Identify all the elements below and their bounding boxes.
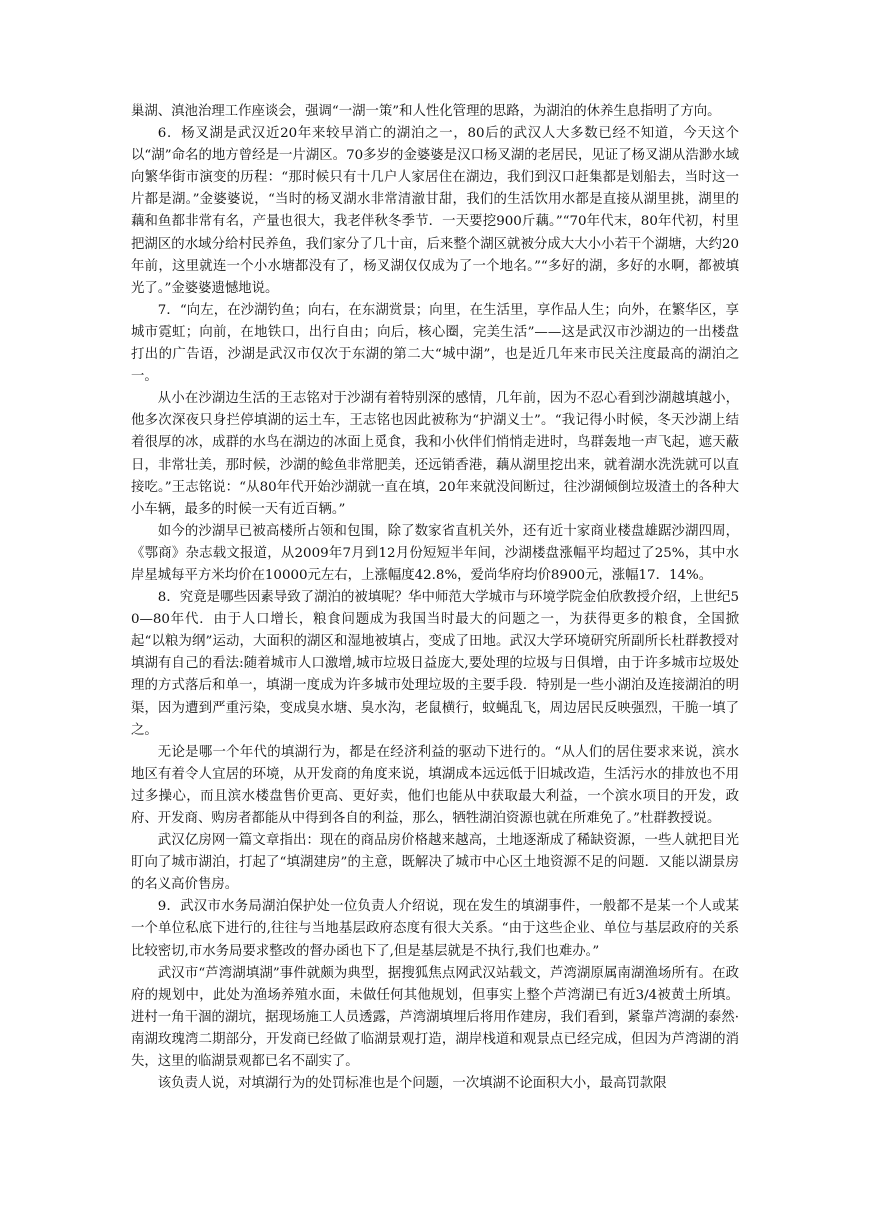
- paragraph-economic-drivers: 无论是哪一个年代的填湖行为，都是在经济利益的驱动下进行的。“从人们的居住要求来说，滨水地区有着令人宜居的环境，从开发商的角度来说，填湖成本远远低于旧城改造，生活污水的排放也不用过多操心，而且滨水楼盘售价更高、更好卖，他们也能从中获取最大利益，一个滨水项目的开发，政府、开发商、购房者都能从中得到各自的利益，那么，牺牲湖泊资源也就在所难免了。”杜群教授说。: [131, 744, 739, 826]
- paragraph-9-water-bureau: 9．武汉市水务局湖泊保护处一位负责人介绍说，现在发生的填湖事件，一般都不是某一个人或某一个单位私底下进行的,往往与当地基层政府态度有很大关系。“由于这些企业、单位与基层政府的关系比较密切,市水务局要求整改的督办函也下了,但是基层就是不执行,我们也难办。”: [131, 899, 739, 959]
- paragraph-continuation: 巢湖、滇池治理工作座谈会，强调“一湖一策”和人性化管理的思路，为湖泊的休养生息指明了方向。: [131, 104, 721, 119]
- paragraph-penalty-standard: 该负责人说，对填湖行为的处罚标准也是个问题，一次填湖不论面积大小，最高罚款限: [157, 1076, 667, 1092]
- paragraph-7-sha-lake-ad: 7．“向左，在沙湖钓鱼；向右，在东湖赏景；向里，在生活里，享作品人生；向外，在繁华区，享城市霓虹；向前，在地铁口，出行自由；向后，核心圈，完美生活”——这是武汉市沙湖边的一出楼盘打出的广告语，沙湖是武汉市仅次于东湖的第二大“城中湖”，也是近几年来市民关注度最高的湖泊之一。: [131, 302, 739, 385]
- paragraph-luwan-lake: 武汉市“芦湾湖填湖”事件就颇为典型，据搜狐焦点网武汉站载文，芦湾湖原属南湖渔场所有。在政府的规划中，此处为渔场养殖水面，未做任何其他规划，但事实上整个芦湾湖已有近3/4被黄土所填。进村一角干涸的湖坑，据现场施工人员透露，芦湾湖填埋后将用作建房，我们看到，紧靠芦湾湖的泰然·南湖玫瑰湾二期部分，开发商已经做了临湖景观打造，湖岸栈道和观景点已经完成，但因为芦湾湖的消失，这里的临湖景观都已名不副实了。: [131, 965, 739, 1070]
- paragraph-wang-zhiming: 从小在沙湖边生活的王志铭对于沙湖有着特别深的感情，几年前，因为不忍心看到沙湖越填越小，他多次深夜只身拦停填湖的运土车，王志铭也因此被称为“护湖义士”。“我记得小时候，冬天沙湖上结着很厚的冰，成群的水鸟在湖边的冰面上觅食，我和小伙伴们悄悄走进时，鸟群轰地一声飞起，遮天蔽日，非常壮美，那时候，沙湖的鲶鱼非常肥美，还远销香港，藕从湖里挖出来，就着湖水洗洗就可以直接吃。”王志铭说：“从80年代开始沙湖就一直在填，20年来就没间断过，往沙湖倾倒垃圾渣土的各种大小车辆，最多的时候一天有近百辆。”: [131, 391, 739, 517]
- paragraph-8-causes: 8．究竟是哪些因素导致了湖泊的被填呢？华中师范大学城市与环境学院金伯欣教授介绍，上世纪50—80年代．由于人口增长，粮食问题成为我国当时最大的问题之一，为获得更多的粮食，全国掀起“以粮为纲”运动，大面积的湖区和湿地被填占，变成了田地。武汉大学环境研究所副所长杜群教授对填湖有自己的看法:随着城市人口激增,城市垃圾日益庞大,要处理的垃圾与日俱增，由于许多城市垃圾处理的方式落后和单一，填湖一度成为许多城市处理垃圾的主要手段．特别是一些小湖泊及连接湖泊的明渠，因为遭到严重污染，变成臭水塘、臭水沟，老鼠横行，蚊蝇乱飞，周边居民反映强烈，干脆一填了之。: [131, 590, 739, 738]
- paragraph-yifang-article: 武汉亿房网一篇文章指出：现在的商品房价格越来越高，土地逐渐成了稀缺资源，一些人就把目光盯向了城市湖泊，打起了“填湖建房”的主意，既解决了城市中心区土地资源不足的问题．又能以湖景房的名义高价售房。: [131, 833, 739, 893]
- document-page: [131, 101, 739, 1095]
- paragraph-sha-lake-prices: 如今的沙湖早已被高楼所占领和包围，除了数家省直机关外，还有近十家商业楼盘雄踞沙湖四周，《鄂商》杂志载文报道，从2009年7月到12月份短短半年间，沙湖楼盘涨幅平均超过了25%，其中水岸星城每平方米均价在10000元左右，上涨幅度42.8%，爱尚华府均价8900元，涨幅17．14%。: [131, 523, 739, 583]
- paragraph-6-yangcha-lake: 6．杨叉湖是武汉近20年来较早消亡的湖泊之一，80后的武汉人大多数已经不知道，今天这个以“湖”命名的地方曾经是一片湖区。70多岁的金婆婆是汉口杨叉湖的老居民，见证了杨叉湖从浩渺水域向繁华街市演变的历程：“那时候只有十几户人家居住在湖边，我们到汉口赶集都是划船去，当时这一片都是湖。”金婆婆说，“当时的杨叉湖水非常清澈甘甜，我们的生活饮用水都是直接从湖里挑，湖里的藕和鱼都非常有名，产量也很大，我老伴秋冬季节．一天要挖900斤藕。”“70年代末，80年代初，村里把湖区的水域分给村民养鱼，我们家分了几十亩，后来整个湖区就被分成大大小小若干个湖塘，大约20年前，这里就连一个小水塘都没有了，杨叉湖仅仅成为了一个地名。”“多好的湖，多好的水啊，都被填光了。”金婆婆遗憾地说。: [131, 126, 739, 296]
